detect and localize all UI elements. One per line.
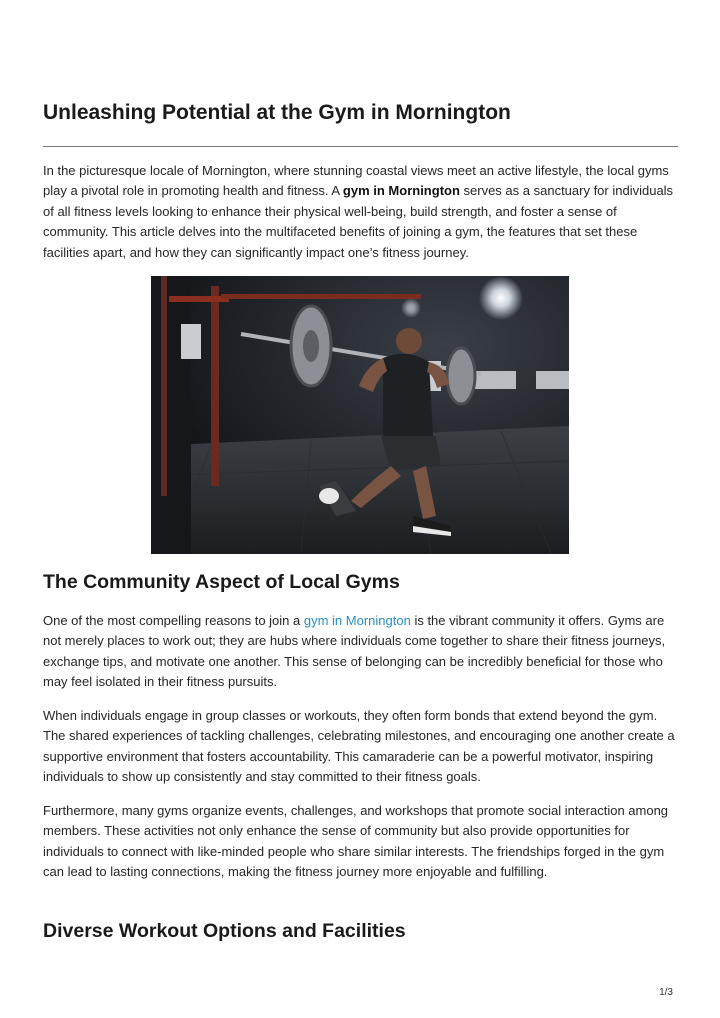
gym-mornington-link[interactable]: gym in Mornington [303, 613, 411, 628]
community-paragraph-1 [43, 611, 678, 693]
article-title: Unleashing Potential at the Gym in Mornington [43, 101, 511, 124]
intro-text-before: In the picturesque locale of Mornington, where stunning coastal views meet an active lifestyle, the local gyms play a pivotal role in promoting health and fitness. A [43, 163, 669, 199]
section-heading-community: The Community Aspect of Local Gyms [43, 571, 400, 593]
community-text-after: is the vibrant community it offers. Gyms are not merely places to work out; they are hubs where individuals come together to share their fitness journeys, exchange tips, and motivate one another. This sense of belonging can be incredibly beneficial for those who may feel isolated in their fitness pursuits. [43, 613, 666, 690]
page-number: 1/3 [659, 987, 673, 998]
intro-text-after: serves as a sanctuary for individuals of all fitness levels looking to enhance their physical well-being, build strength, and foster a sense of community. This article delves into the multifaceted benefits of joining a gym, the features that set these facilities apart, and how they can significantly impact one’s fitness journey. [43, 183, 674, 260]
community-paragraph-2: When individuals engage in group classes or workouts, they often form bonds that extend beyond the gym. The shared experiences of tackling challenges, celebrating milestones, and encouraging one another create a supportive environment that fosters accountability. This camaraderie can be a powerful motivator, inspiring individuals to show up consistently and stay committed to their fitness goals. [43, 708, 675, 785]
community-paragraph-3: Furthermore, many gyms organize events, challenges, and workshops that promote social interaction among members. These activities not only enhance the sense of community but also provide opportunities for individuals to connect with like-minded people who share similar interests. The friendships forged in the gym can lead to lasting connections, making the fitness journey more enjoyable and fulfilling. [43, 803, 669, 880]
intro-bold-keyword: gym in Mornington [342, 183, 460, 199]
gym-hero-image [151, 276, 569, 554]
community-text-before: One of the most compelling reasons to join a [43, 613, 304, 628]
intro-paragraph [43, 161, 678, 263]
section-heading-workout: Diverse Workout Options and Facilities [43, 920, 406, 942]
title-divider [43, 146, 678, 147]
